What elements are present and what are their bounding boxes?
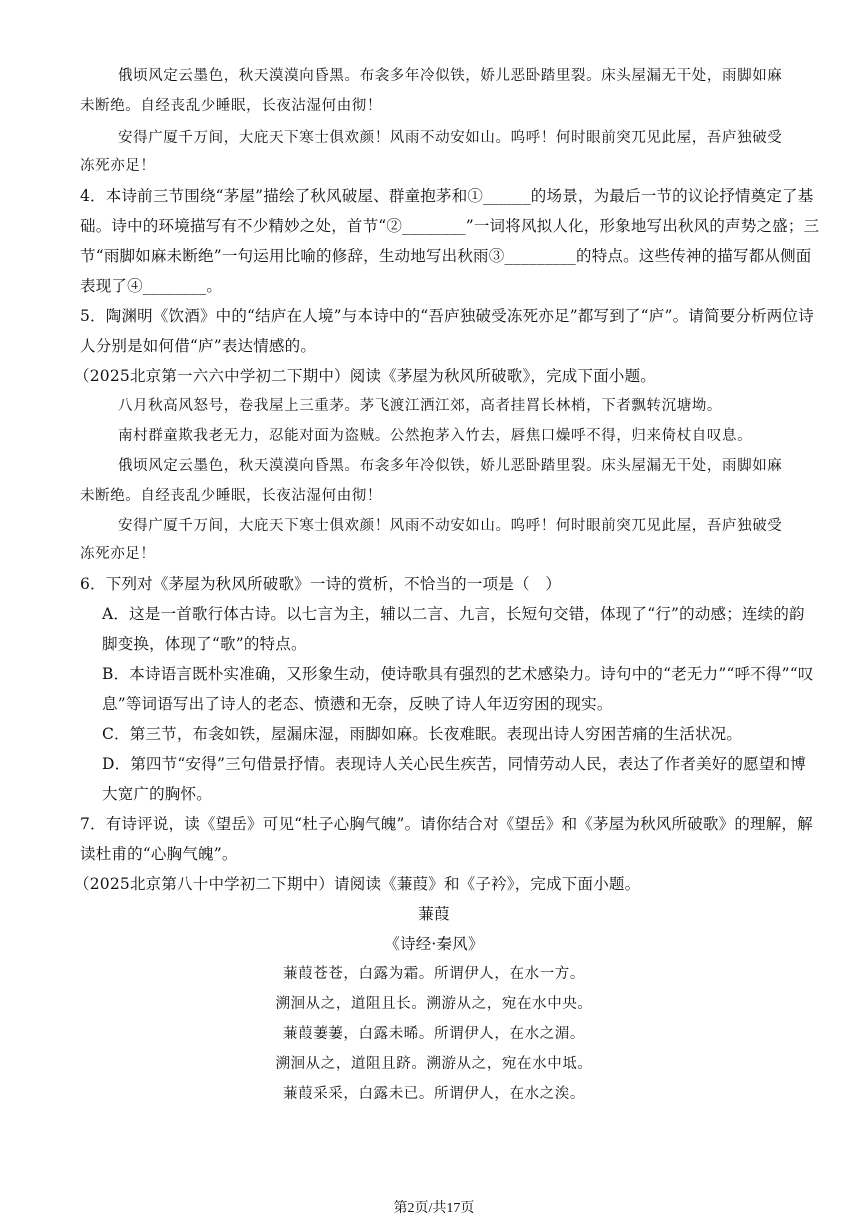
poem-line: 冻死亦足！ [80, 158, 156, 174]
question-4-text: 4．本诗前三节围绕“茅屋”描绘了秋风破屋、群童抱茅和①______的场景，为最后一节的议论抒情奠定了基 [80, 187, 814, 205]
poem-line: 安得广厦千万间，大庇天下寒士俱欢颜！风雨不动安如山。呜呼！何时眼前突兀见此屋，吾庐独破受 [118, 518, 783, 534]
question-5-text: 5．陶渊明《饮酒》中的“结庐在人境”与本诗中的“吾庐独破受冻死亦足”都写到了“庐”。请简要分析两位诗 [80, 307, 814, 325]
question-6-stem: 6．下列对《茅屋为秋风所破歌》一诗的赏析，不恰当的一项是（ ） [80, 575, 562, 593]
poem-source: 《诗经·秦风》 [384, 935, 484, 953]
question-7-text: 7．有诗评说，读《望岳》可见“杜子心胸气魄”。请你结合对《望岳》和《茅屋为秋风所破歌》的理解，解 [80, 815, 813, 833]
poem-line: 溯洄从之，道阻且长。溯游从之，宛在水中央。 [275, 996, 593, 1012]
question-7-text: 读杜甫的“心胸气魄”。 [80, 845, 238, 863]
poem-line: 南村群童欺我老无力，忍能对面为盗贼。公然抱茅入竹去，唇焦口燥呼不得，归来倚杖自叹息。 [118, 428, 753, 444]
option-b: B．本诗语言既朴实准确，又形象生动，使诗歌具有强烈的艺术感染力。诗句中的“老无力”“呼不得”“叹 [102, 665, 814, 683]
poem-line: 俄顷风定云墨色，秋天漠漠向昏黑。布衾多年冷似铁，娇儿恶卧踏里裂。床头屋漏无干处，雨脚如麻 [118, 68, 783, 84]
option-b-continued: 息”等词语写出了诗人的老态、愤懑和无奈，反映了诗人年迈穷困的现实。 [102, 695, 613, 713]
option-c: C．第三节，布衾如铁，屋漏床湿，雨脚如麻。长夜难眠。表现出诗人穷困苦痛的生活状况。 [102, 725, 743, 743]
page-number: 第2页/共17页 [393, 1201, 475, 1216]
option-d: D．第四节“安得”三句借景抒情。表现诗人关心民生疾苦，同情劳动人民，表达了作者美好的愿望和博 [102, 755, 806, 773]
poem-line: 蒹葭采采，白露未已。所谓伊人，在水之涘。 [283, 1086, 585, 1102]
poem-line: 八月秋高风怒号，卷我屋上三重茅。茅飞渡江洒江郊，高者挂罥长林梢，下者飘转沉塘坳。 [118, 398, 722, 414]
poem-line: 安得广厦千万间，大庇天下寒士俱欢颜！风雨不动安如山。呜呼！何时眼前突兀见此屋，吾庐独破受 [118, 130, 783, 146]
question-5-text: 人分别是如何借“庐”表达情感的。 [80, 337, 317, 355]
poem-title: 蒹葭 [418, 905, 450, 923]
poem-line: 未断绝。自经丧乱少睡眠，长夜沾湿何由彻！ [80, 98, 382, 114]
question-4-text: 节“雨脚如麻未断绝”一句运用比喻的修辞，生动地写出秋雨③_________的特点。这些传神的描写都从侧面 [80, 247, 812, 265]
poem-line: 俄顷风定云墨色，秋天漠漠向昏黑。布衾多年冷似铁，娇儿恶卧踏里裂。床头屋漏无干处，雨脚如麻 [118, 458, 783, 474]
section-source-heading: （2025北京第八十中学初二下期中）请阅读《蒹葭》和《子衿》，完成下面小题。 [74, 875, 641, 893]
poem-line: 蒹葭萋萋，白露未晞。所谓伊人，在水之湄。 [283, 1026, 585, 1042]
poem-line: 未断绝。自经丧乱少睡眠，长夜沾湿何由彻！ [80, 488, 382, 504]
option-a: A．这是一首歌行体古诗。以七言为主，辅以二言、九言，长短句交错，体现了“行”的动感；连续的韵 [102, 605, 805, 623]
poem-line: 溯洄从之，道阻且跻。溯游从之，宛在水中坻。 [275, 1056, 593, 1072]
option-a-continued: 脚变换，体现了“歌”的特点。 [102, 635, 307, 653]
poem-line: 蒹葭苍苍，白露为霜。所谓伊人，在水一方。 [283, 966, 585, 982]
poem-line: 冻死亦足！ [80, 546, 156, 562]
question-4-text: 表现了④________。 [80, 277, 223, 295]
option-d-continued: 大宽广的胸怀。 [102, 785, 212, 803]
question-4-text: 础。诗中的环境描写有不少精妙之处，首节“②________”一词将风拟人化，形象地写出秋风的声势之盛；三 [80, 217, 820, 235]
section-source-heading: （2025北京第一六六中学初二下期中）阅读《茅屋为秋风所破歌》，完成下面小题。 [74, 367, 656, 385]
